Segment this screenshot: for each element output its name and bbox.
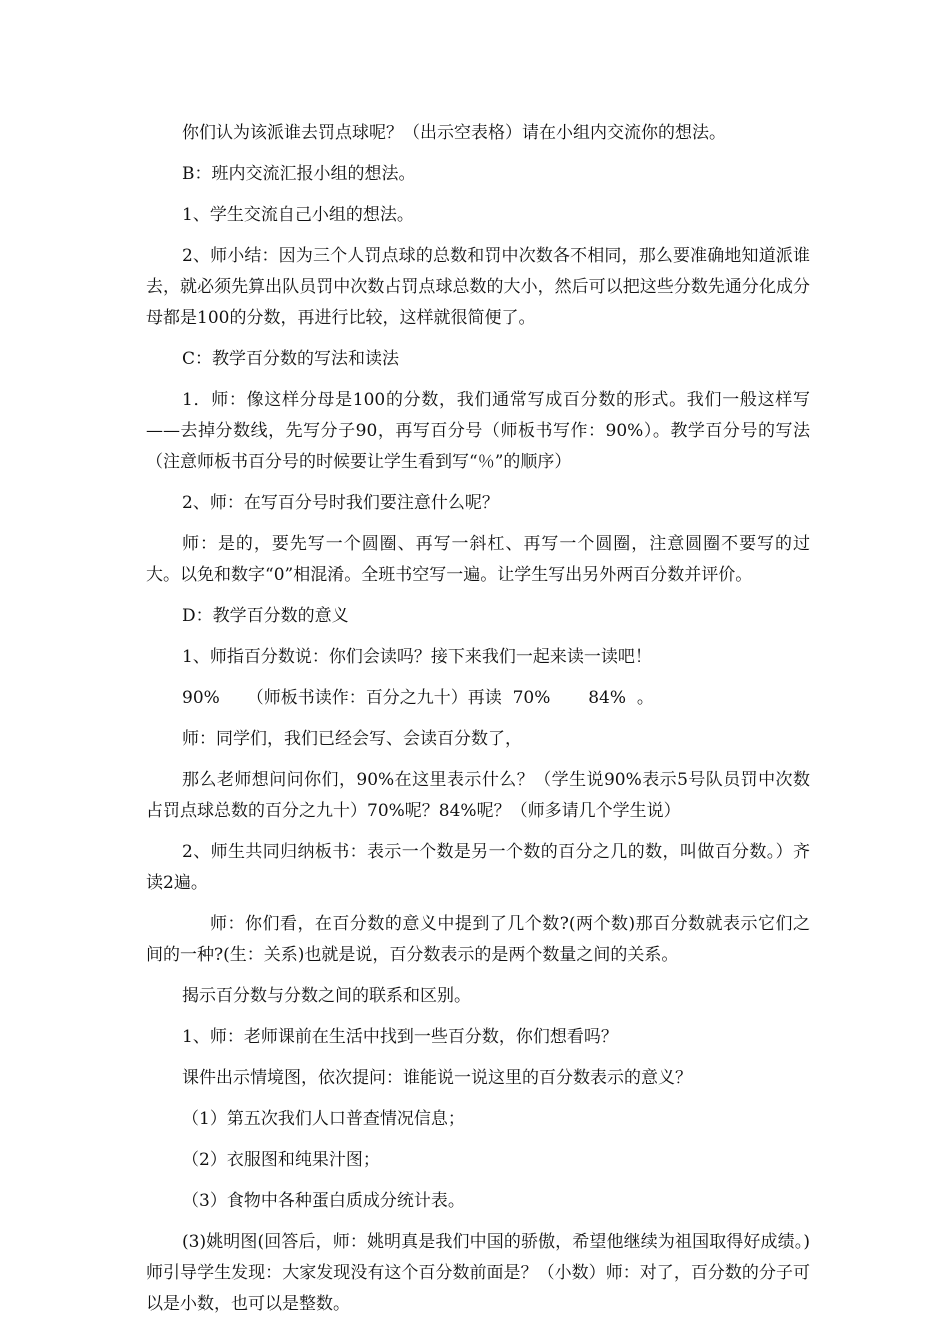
paragraph-item-clothes-juice: （2）衣服图和纯果汁图；	[182, 1150, 380, 1170]
paragraph-yao-ming: (3)姚明图(回答后，师：姚明真是我们中国的骄傲，希望他继续为祖国取得好成绩。)师引导学生发现：大家发现没有这个百分数前面是？（小数）师：对了，百分数的分子可以是小数，也可以是整数。	[146, 1232, 810, 1314]
paragraph-section-d: D：教学百分数的意义	[182, 606, 349, 626]
paragraph-definition: 2、师生共同归纳板书：表示一个数是另一个数的百分之几的数，叫做百分数。）齐读2遍。	[146, 842, 810, 893]
paragraph-connection-difference: 揭示百分数与分数之间的联系和区别。	[182, 986, 471, 1006]
paragraph-writing-steps: 师：是的，要先写一个圆圈、再写一斜杠、再写一个圆圈，注意圆圈不要写的过大。以免和数字“0”相混淆。全班书空写一遍。让学生写出另外两百分数并评价。	[146, 534, 810, 585]
paragraph-relationship: 师：你们看，在百分数的意义中提到了几个数?(两个数)那百分数就表示它们之间的一种?(生：关系)也就是说，百分数表示的是两个数量之间的关系。	[146, 914, 810, 965]
paragraph-section-b: B：班内交流汇报小组的想法。	[182, 164, 416, 184]
paragraph-question-who-kicks: 你们认为该派谁去罚点球呢？（出示空表格）请在小组内交流你的想法。	[182, 123, 726, 143]
document-body	[146, 118, 810, 1330]
paragraph-attention-question: 2、师：在写百分号时我们要注意什么呢？	[182, 493, 499, 513]
paragraph-meaning-question: 那么老师想问问你们，90%在这里表示什么？（学生说90%表示5号队员罚中次数占罚点球总数的百分之九十）70%呢？84%呢？（师多请几个学生说）	[146, 770, 810, 821]
paragraph-life-examples: 1、师：老师课前在生活中找到一些百分数，你们想看吗？	[182, 1027, 618, 1047]
paragraph-students-share: 1、学生交流自己小组的想法。	[182, 205, 414, 225]
paragraph-teacher-summary: 2、师小结：因为三个人罚点球的总数和罚中次数各不相同，那么要准确地知道派谁去，就必须先算出队员罚中次数占罚点球总数的大小，然后可以把这些分数先通分化成分母都是100的分数，再进行比较，这样就很简便了。	[146, 246, 810, 328]
paragraph-item-protein-table: （3）食物中各种蛋白质成分统计表。	[182, 1191, 465, 1211]
paragraph-read-together: 1、师指百分数说：你们会读吗？接下来我们一起来读一读吧！	[182, 647, 652, 667]
paragraph-writing-percent: 1．师：像这样分母是100的分数，我们通常写成百分数的形式。我们一般这样写——去掉分数线，先写分子90，再写百分号（师板书写作：90%）。教学百分号的写法（注意师板书百分号的时候要让学生看到写“％”的顺序）	[146, 390, 810, 472]
paragraph-item-census: （1）第五次我们人口普查情况信息；	[182, 1109, 465, 1129]
paragraph-reading-examples: 90% （师板书读作：百分之九十）再读 70% 84% 。	[182, 688, 654, 708]
paragraph-can-write-read: 师：同学们，我们已经会写、会读百分数了，	[182, 729, 522, 749]
paragraph-courseware: 课件出示情境图，依次提问：谁能说一说这里的百分数表示的意义？	[182, 1068, 692, 1088]
paragraph-section-c: C：教学百分数的写法和读法	[182, 349, 400, 369]
